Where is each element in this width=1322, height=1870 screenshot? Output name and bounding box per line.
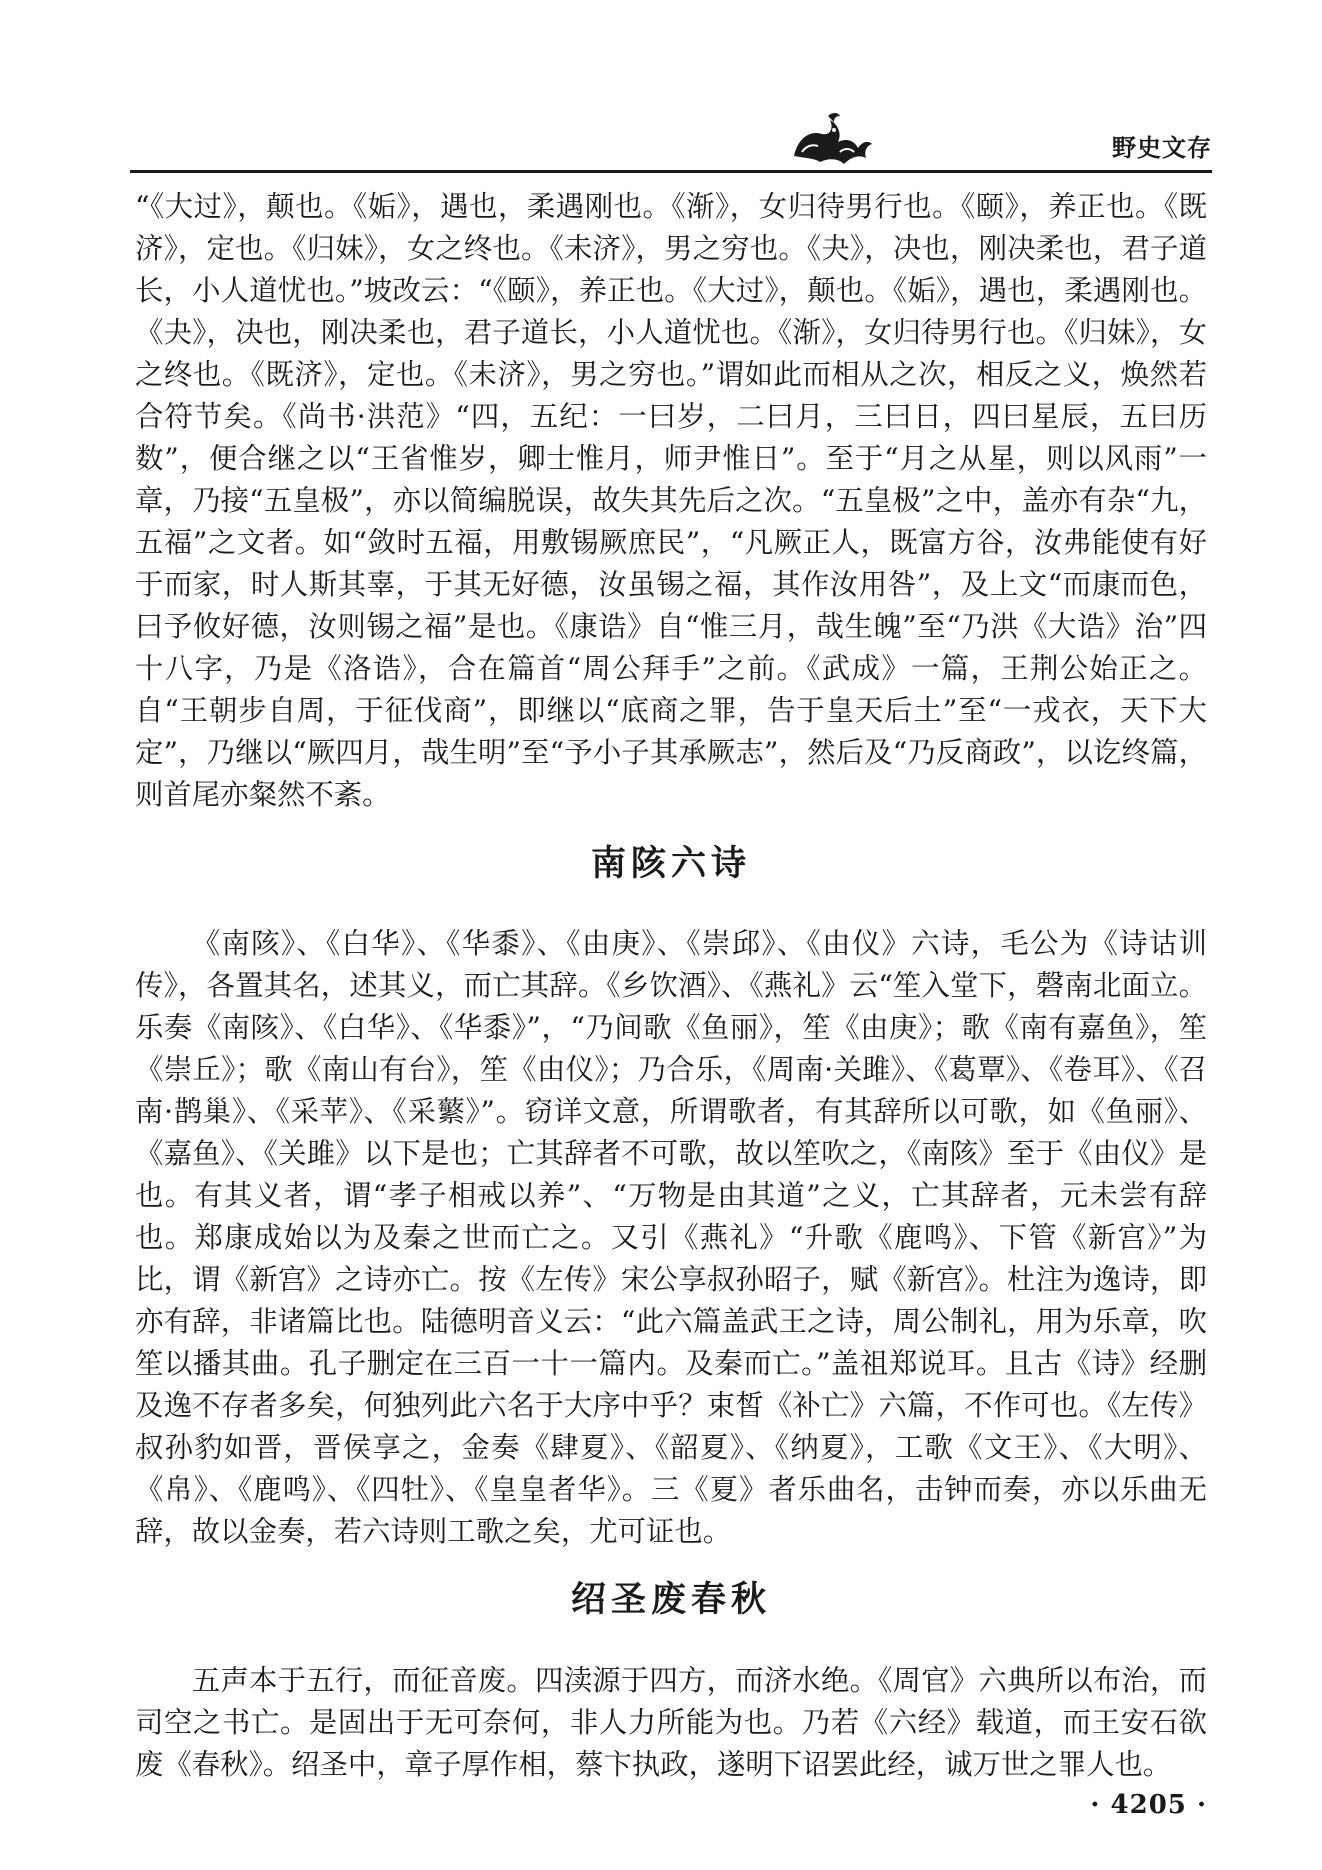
section-title-nangai-six-poems: 南陔六诗 [590, 843, 751, 884]
paragraph-shaosheng: 五声本于五行，而征音废。四渎源于四方，而济水绝。《周官》六典所以布治，而司空之书亡。是固出于无可奈何，非人力所能为也。乃若《六经》载道，而王安石欲废《春秋》。绍圣中，章子厚作相，蔡卞执政，遂明下诏罢此经，诚万世之罪人也。 [135, 1664, 1207, 1781]
page-number: · 4205 · [1090, 1790, 1207, 1820]
dragon-emblem-icon [788, 108, 876, 168]
header-rule [130, 170, 1212, 173]
paragraph-nangai: 《南陔》、《白华》、《华黍》、《由庚》、《崇邱》、《由仪》六诗，毛公为《诗诂训传》，各置其名，述其义，而亡其辞。《乡饮酒》、《燕礼》云“笙入堂下，磬南北面立。乐奏《南陔》、《白华》、《华黍》”，“乃间歌《鱼丽》，笙《由庚》；歌《南有嘉鱼》，笙《崇丘》；歌《南山有台》，笙《由仪》；乃合乐，《周南·关雎》、《葛覃》、《卷耳》、《召南·鹊巢》、《采苹》、《采蘩》”。窃详文意，所谓歌者，有其辞所以可歌，如《鱼丽》、《嘉鱼》、《关雎》以下是也；亡其辞者不可歌，故以笙吹之，《南陔》至于《由仪》是也。有其义者，谓“孝子相戒以养”、“万物是由其道”之义，亡其辞者，元未尝有辞也。郑康成始以为及秦之世而亡之。又引《燕礼》“升歌《鹿鸣》、下管《新宫》”为比，谓《新宫》之诗亦亡。按《左传》宋公享叔孙昭子，赋《新宫》。杜注为逸诗，即亦有辞，非诸篇比也。陆德明音义云：“此六篇盖武王之诗，周公制礼，用为乐章，吹笙以播其曲。孔子删定在三百一十一篇内。及秦而亡。”盖祖郑说耳。且古《诗》经删及逸不存者多矣，何独列此六名于大序中乎？束皙《补亡》六篇，不作可也。《左传》叔孙豹如晋，晋侯享之，金奏《肆夏》、《韶夏》、《纳夏》，工歌《文王》、《大明》、《帛》、《鹿鸣》、《四牡》、《皇皇者华》。三《夏》者乐曲名，击钟而奏，亦以乐曲无辞，故以金奏，若六诗则工歌之矣，尤可证也。 [135, 927, 1207, 1548]
running-header [130, 100, 1212, 176]
section-title-shaosheng: 绍圣废春秋 [570, 1579, 771, 1620]
paragraph-continued: “《大过》，颠也。《姤》，遇也，柔遇刚也。《渐》，女归待男行也。《颐》，养正也。《既济》，定也。《归妹》，女之终也。《未济》，男之穷也。《夬》，决也，刚决柔也，君子道长，小人道忧也。”坡改云：“《颐》，养正也。《大过》，颠也。《姤》，遇也，柔遇刚也。《夬》，决也，刚决柔也，君子道长，小人道忧也。《渐》，女归待男行也。《归妹》，女之终也。《既济》，定也。《未济》，男之穷也。”谓如此而相从之次，相反之义，焕然若合符节矣。《尚书·洪范》“四，五纪：一曰岁，二曰月，三曰日，四曰星辰，五曰历数”，便合继之以“王省惟岁，卿士惟月，师尹惟日”。至于“月之从星，则以风雨”一章，乃接“五皇极”，亦以简编脱误，故失其先后之次。“五皇极”之中，盖亦有杂“九，五福”之文者。如“敛时五福，用敷锡厥庶民”，“凡厥正人，既富方谷，汝弗能使有好于而家，时人斯其辜，于其无好德，汝虽锡之福，其作汝用咎”，及上文“而康而色，曰予攸好德，汝则锡之福”是也。《康诰》自“惟三月，哉生魄”至“乃洪《大诰》治”四十八字，乃是《洛诰》，合在篇首“周公拜手”之前。《武成》一篇，王荆公始正之。自“王朝步自周，于征伐商”，即继以“底商之罪，告于皇天后土”至“一戎衣，天下大定”，乃继以“厥四月，哉生明”至“予小子其承厥志”，然后及“乃反商政”，以讫终篇，则首尾亦粲然不紊。 [135, 190, 1207, 811]
series-title: 野史文存 [1112, 134, 1212, 162]
